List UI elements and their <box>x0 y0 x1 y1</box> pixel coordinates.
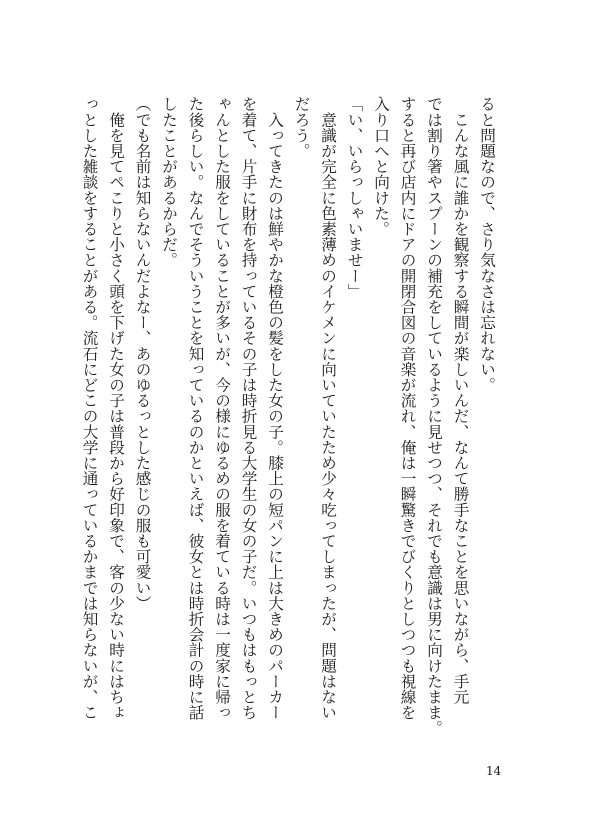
vertical-text-body <box>80 96 500 736</box>
text-line: では割り箸やスプーンの補充をしているように見せつつ、それでも意識は男に向けたまま。 <box>425 96 443 736</box>
text-line: 意識が完全に色素薄めのイケメンに向いていたため少々吃ってしまったが、問題はない <box>319 96 337 720</box>
text-line: だろう。 <box>292 96 311 159</box>
text-line: ると問題なので、さり気なさは忘れない。 <box>478 96 496 393</box>
text-line: 入り口へと向けた。 <box>372 96 390 237</box>
text-line: 入ってきたのは鮮やかな橙色の髪をした女の子。膝上の短パンに上は大きめのパーカー <box>266 96 284 720</box>
text-line: すると再び店内にドアの開閉合図の音楽が流れ、俺は一瞬驚きでびくりとしつつも視線を <box>398 96 417 720</box>
text-line: こんな風に誰かを観察する瞬間が楽しいんだ、なんて勝手なことを思いながら、手元 <box>451 96 470 705</box>
text-line: 「い、いらっしゃいませー」 <box>345 96 364 299</box>
text-line: 俺を見てペこりと小さく頭を下げた女の子は普段から好印象で、客の少ない時にはちょ <box>107 96 125 720</box>
text-line: を着て、片手に財布を持っているその子は時折見る大学生の女の子だ。いつもはもっとち <box>239 96 258 720</box>
text-line: っとした雑談をすることがある。流石にどこの大学に通っているかまでは知らないが、こ <box>80 96 99 720</box>
text-line: （でも名前は知らないんだよなー、あのゆるっとした感じの服も可愛い） <box>133 96 152 611</box>
text-line: た後らしい。なんでそういうことを知っているのかといえば、彼女とは時折会計の時に話 <box>186 96 205 720</box>
text-line: したことがあるからだ。 <box>160 96 178 268</box>
text-line: ゃんとした服をしていることが多いが、今の様にゆるめの服を着ている時は一度家に帰っ <box>213 96 231 720</box>
page-number: 14 <box>486 764 502 778</box>
